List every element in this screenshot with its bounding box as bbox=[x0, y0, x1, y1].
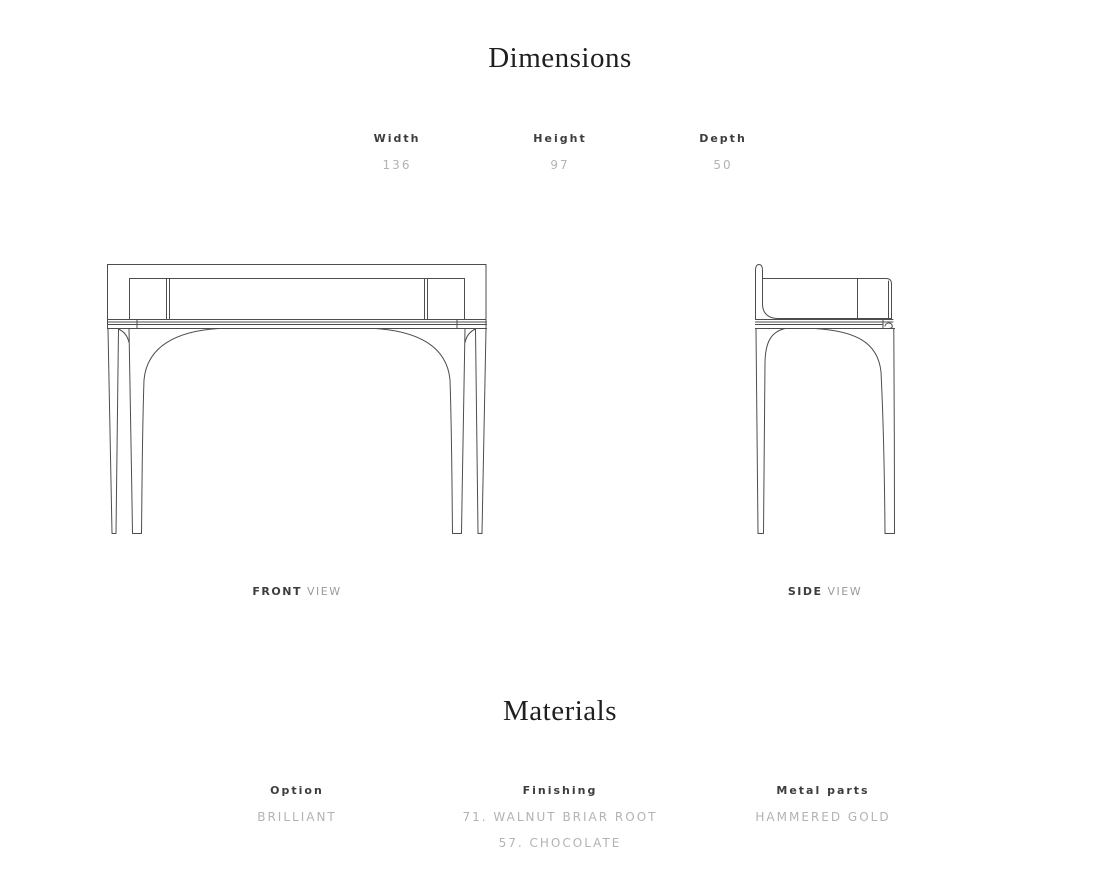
side-view-drawing bbox=[755, 262, 895, 542]
width-value: 136 bbox=[382, 158, 412, 172]
width-label: Width bbox=[373, 132, 421, 145]
finishing-value-2: 57. CHOCOLATE bbox=[498, 836, 622, 850]
material-finishing bbox=[429, 784, 692, 850]
metal-parts-value: HAMMERED GOLD bbox=[755, 810, 891, 824]
material-option bbox=[166, 784, 429, 850]
dimension-height bbox=[479, 132, 642, 172]
metal-parts-label: Metal parts bbox=[776, 784, 870, 797]
front-view-drawing bbox=[107, 262, 487, 542]
front-view-label-primary: FRONT bbox=[252, 585, 302, 598]
side-view-label-secondary: VIEW bbox=[827, 585, 863, 598]
height-label: Height bbox=[533, 132, 587, 145]
dimension-depth bbox=[642, 132, 805, 172]
dimensions-section-title: Dimensions bbox=[488, 42, 632, 74]
option-label: Option bbox=[270, 784, 324, 797]
side-view-label bbox=[755, 585, 895, 598]
depth-value: 50 bbox=[713, 158, 733, 172]
height-value: 97 bbox=[550, 158, 570, 172]
depth-label: Depth bbox=[699, 132, 747, 145]
dimensions-spec-row bbox=[0, 132, 1120, 172]
front-view-label-secondary: VIEW bbox=[306, 585, 342, 598]
materials-spec-row bbox=[0, 784, 1120, 850]
front-view-label bbox=[107, 585, 487, 598]
option-value: BRILLIANT bbox=[257, 810, 337, 824]
materials-section-title: Materials bbox=[502, 695, 617, 727]
side-view-label-primary: SIDE bbox=[787, 585, 823, 598]
dimension-width bbox=[316, 132, 479, 172]
material-metal-parts bbox=[692, 784, 955, 850]
finishing-label: Finishing bbox=[522, 784, 598, 797]
finishing-value-1: 71. WALNUT BRIAR ROOT bbox=[462, 810, 658, 824]
